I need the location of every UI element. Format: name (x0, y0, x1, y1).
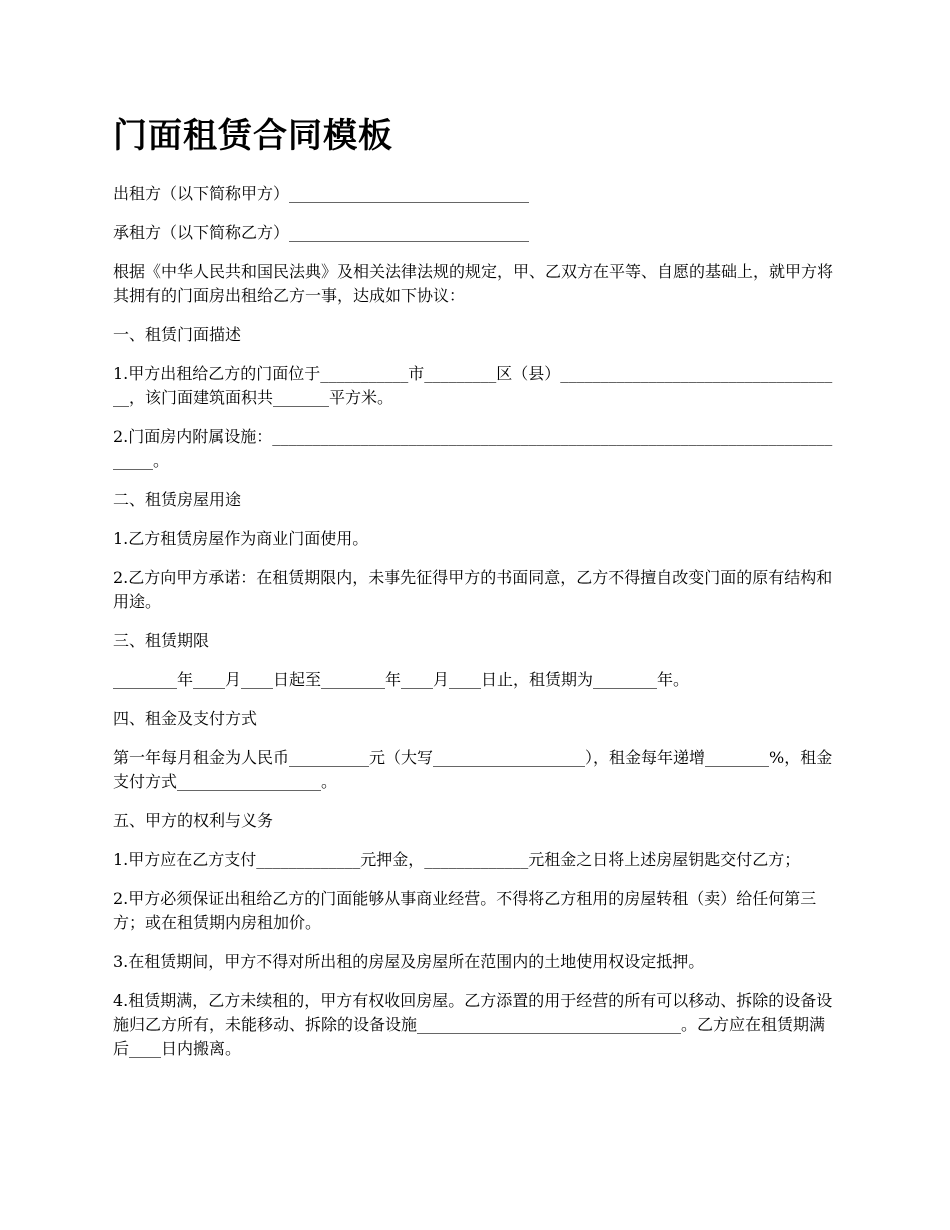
section-heading-1: 一、租赁门面描述 (113, 325, 242, 344)
section-heading-2: 二、租赁房屋用途 (113, 490, 242, 509)
clause-3-term: ________年____月____日起至________年____月____日止，租赁期为________年。 (113, 670, 690, 689)
lessee-line: 承租方（以下简称乙方）______________________________ (113, 223, 530, 242)
clause-5-4: 4.租赁期满，乙方未续租的，甲方有权收回房屋。乙方添置的用于经营的所有可以移动、拆除的设备设施归乙方所有，未能移动、拆除的设备设施_________________________________。乙方应在租赁期满后____日内搬离。 (113, 991, 833, 1058)
clause-4-rent: 第一年每月租金为人民币__________元（大写___________________），租金每年递增________%，租金支付方式__________________。 (113, 748, 833, 791)
preamble-paragraph: 根据《中华人民共和国民法典》及相关法律法规的规定，甲、乙双方在平等、自愿的基础上，就甲方将其拥有的门面房出租给乙方一事，达成如下协议： (113, 262, 834, 305)
document-page (113, 112, 839, 1076)
section-heading-4: 四、租金及支付方式 (113, 709, 258, 728)
clause-5-2: 2.甲方必须保证出租给乙方的门面能够从事商业经营。不得将乙方租用的房屋转租（卖）给任何第三方；或在租赁期内房租加价。 (113, 889, 817, 932)
clause-5-1: 1.甲方应在乙方支付_____________元押金，_____________元租金之日将上述房屋钥匙交付乙方； (113, 850, 801, 869)
lessor-line: 出租方（以下简称甲方）______________________________ (113, 184, 530, 203)
document-title: 门面租赁合同模板 (113, 116, 393, 156)
clause-2-2: 2.乙方向甲方承诺：在租赁期限内，未事先征得甲方的书面同意，乙方不得擅自改变门面的原有结构和用途。 (113, 568, 833, 611)
clause-5-3: 3.在租赁期间，甲方不得对所出租的房屋及房屋所在范围内的土地使用权设定抵押。 (113, 952, 705, 971)
section-heading-3: 三、租赁期限 (113, 631, 210, 650)
section-heading-5: 五、甲方的权利与义务 (113, 811, 274, 830)
clause-1-1: 1.甲方出租给乙方的门面位于___________市_________区（县）____________________________________，该门面建筑面积共_______平方米。 (113, 364, 833, 407)
clause-1-2: 2.门面房内附属设施：___________________________________________________________________________。 (113, 427, 833, 470)
clause-2-1: 1.乙方租赁房屋作为商业门面使用。 (113, 529, 369, 548)
